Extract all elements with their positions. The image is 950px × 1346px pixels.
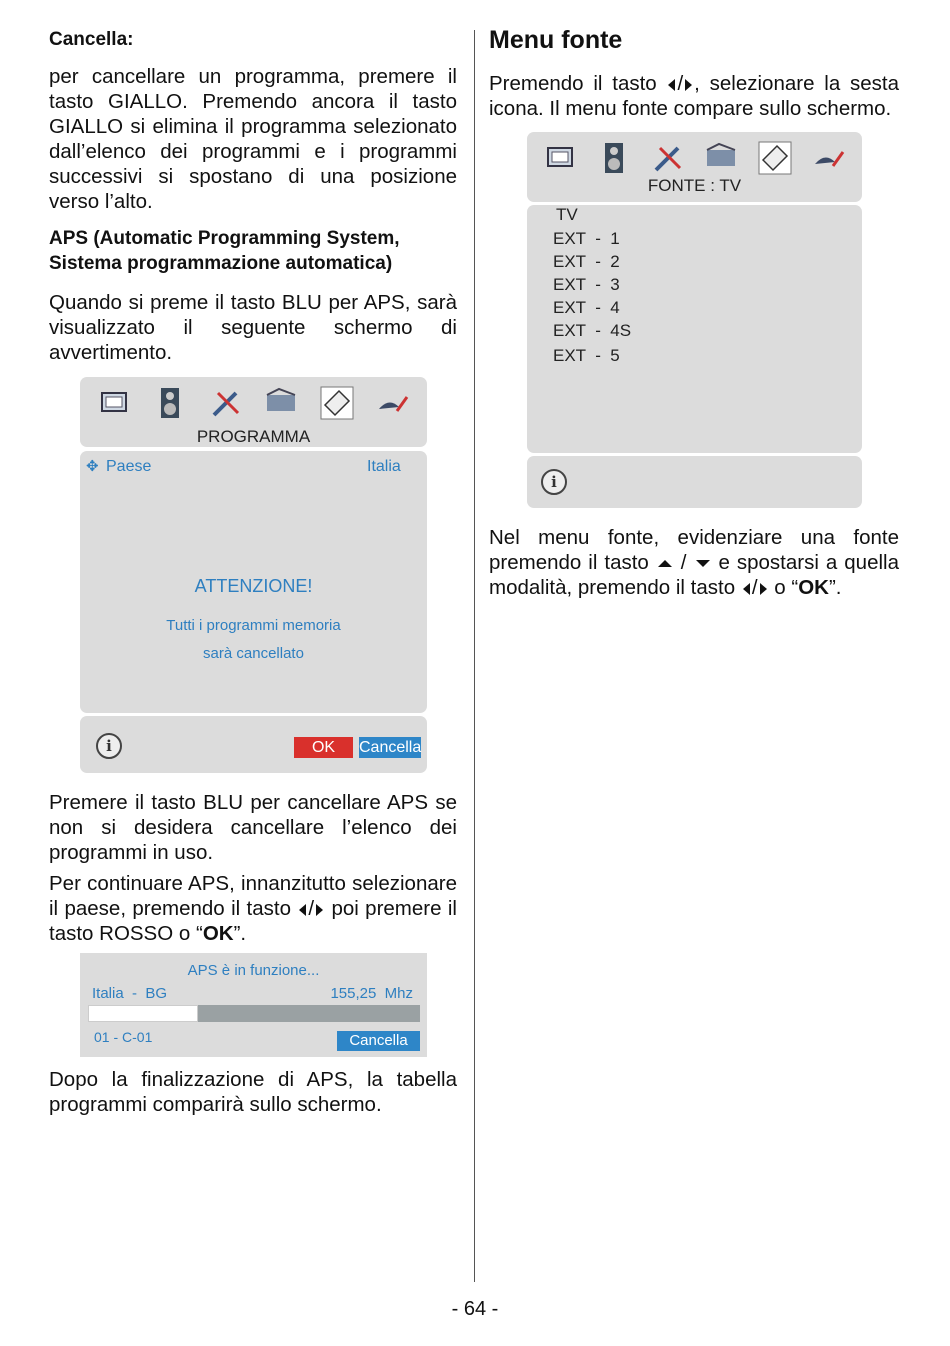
cancel-heading: Cancella: bbox=[49, 29, 134, 50]
speaker-icon bbox=[596, 140, 632, 176]
country-label: Paese bbox=[106, 458, 152, 475]
left-arrow-icon bbox=[668, 79, 675, 91]
source-menu-header bbox=[527, 132, 862, 202]
source-text-c: o “ bbox=[774, 576, 799, 599]
warning-line2: sarà cancellato bbox=[203, 645, 304, 662]
final-paragraph: Dopo la finalizzazione di APS, la tabella programmi comparirà sullo schermo. bbox=[49, 1068, 457, 1116]
aps-cancel-button[interactable]: Cancella bbox=[337, 1031, 420, 1051]
aps-progress-fill bbox=[88, 1005, 198, 1022]
right-arrow-icon bbox=[316, 904, 323, 916]
source-item-ext1[interactable]: EXT - 1 bbox=[553, 229, 620, 248]
aps-running-panel bbox=[80, 953, 427, 1057]
aps-heading-line1: APS (Automatic Programming System, bbox=[49, 228, 400, 249]
warning-line1: Tutti i programmi memoria bbox=[166, 617, 341, 634]
source-menu-list bbox=[527, 205, 862, 453]
continue-text-a: Per continuare APS, innanzitutto selezionare il paese, premendo il tasto bbox=[49, 872, 457, 920]
blue-key-paragraph: Premere il tasto BLU per cancellare APS se non si desidera cancellare l’elenco dei programmi in uso. bbox=[49, 791, 457, 864]
source-item-ext5[interactable]: EXT - 5 bbox=[553, 346, 620, 365]
source-icon bbox=[757, 140, 793, 176]
continue-end: ”. bbox=[233, 922, 247, 945]
install-icon bbox=[263, 385, 299, 421]
cancel-button[interactable]: Cancella bbox=[359, 739, 422, 756]
aps-progress-bar bbox=[88, 1005, 420, 1022]
intro-text-a: Premendo il tasto bbox=[489, 72, 657, 95]
info-icon: i bbox=[541, 469, 567, 495]
source-item-ext4[interactable]: EXT - 4 bbox=[553, 298, 620, 317]
install-icon bbox=[703, 140, 739, 176]
country-value[interactable]: Italia bbox=[367, 458, 401, 475]
right-arrow-icon bbox=[760, 583, 767, 595]
left-arrow-icon bbox=[299, 904, 306, 916]
program-menu-footer bbox=[80, 716, 427, 773]
menu-icon-bar bbox=[527, 140, 862, 176]
ok-button[interactable]: OK bbox=[294, 737, 353, 758]
continue-paragraph: Per continuare APS, innanzitutto selezionare il paese, premendo il tasto / poi premere il tasto ROSSO o “OK”. bbox=[49, 872, 457, 945]
left-arrow-icon bbox=[743, 583, 750, 595]
aps-heading-line2: Sistema programmazione automatica) bbox=[49, 253, 393, 274]
source-item-ext4s[interactable]: EXT - 4S bbox=[553, 321, 632, 340]
source-item-tv[interactable]: TV bbox=[556, 205, 578, 224]
warning-title: ATTENZIONE! bbox=[194, 576, 313, 596]
speaker-icon bbox=[152, 385, 188, 421]
intro-text-b: , selezionare la sesta icona. Il menu fonte compare sullo schermo. bbox=[489, 72, 899, 120]
settings-icon bbox=[811, 140, 847, 176]
program-menu-body bbox=[80, 451, 427, 713]
source-icon bbox=[319, 385, 355, 421]
up-arrow-icon bbox=[658, 560, 672, 567]
source-ok: OK bbox=[798, 576, 829, 599]
feature-tools-icon bbox=[650, 140, 686, 176]
source-item-ext3[interactable]: EXT - 3 bbox=[553, 275, 620, 294]
menu-icon-bar bbox=[80, 385, 427, 421]
source-end: ”. bbox=[828, 576, 842, 599]
move-icon: ✥ bbox=[86, 458, 99, 475]
source-instructions: Nel menu fonte, evidenziare una fonte premendo il tasto / e spostarsi a quella modalità, premendo il tasto / o “OK”. bbox=[489, 526, 899, 599]
column-divider bbox=[474, 30, 475, 1282]
page-number: - 64 - bbox=[451, 1298, 499, 1320]
source-text-a: Nel menu fonte, evidenziare una fonte premendo il tasto bbox=[489, 526, 899, 574]
aps-frequency: 155,25 Mhz bbox=[330, 985, 413, 1002]
continue-ok: OK bbox=[202, 922, 234, 945]
info-icon: i bbox=[96, 733, 122, 759]
source-text-b: e spostarsi a quella modalità, premendo il tasto bbox=[489, 551, 899, 599]
program-menu-title: PROGRAMMA bbox=[196, 427, 311, 446]
tv-picture-icon bbox=[96, 385, 132, 421]
cancel-paragraph: per cancellare un programma, premere il tasto GIALLO. Premendo ancora il tasto GIALLO si elimina il programma selezionato dall’elenco dei programmi e i programmi successivi si spostano di una posizione verso l’alto. bbox=[49, 65, 457, 213]
feature-tools-icon bbox=[208, 385, 244, 421]
right-arrow-icon bbox=[685, 79, 692, 91]
tv-picture-icon bbox=[542, 140, 578, 176]
aps-channel: 01 - C-01 bbox=[94, 1029, 153, 1045]
menu-fonte-intro: Premendo il tasto / , selezionare la sesta icona. Il menu fonte compare sullo schermo. bbox=[489, 72, 899, 120]
source-item-ext2[interactable]: EXT - 2 bbox=[553, 252, 620, 271]
source-menu-footer bbox=[527, 456, 862, 508]
menu-fonte-heading: Menu fonte bbox=[489, 26, 623, 54]
settings-icon bbox=[375, 385, 411, 421]
program-menu-header bbox=[80, 377, 427, 447]
down-arrow-icon bbox=[696, 560, 710, 567]
continue-text-b: poi premere il tasto ROSSO o “ bbox=[49, 897, 457, 945]
source-menu-title: FONTE : TV bbox=[647, 176, 742, 195]
aps-country: Italia - BG bbox=[92, 985, 168, 1002]
aps-running-title: APS è in funzione... bbox=[187, 962, 320, 979]
aps-paragraph: Quando si preme il tasto BLU per APS, sarà visualizzato il seguente schermo di avvertimento. bbox=[49, 291, 457, 364]
